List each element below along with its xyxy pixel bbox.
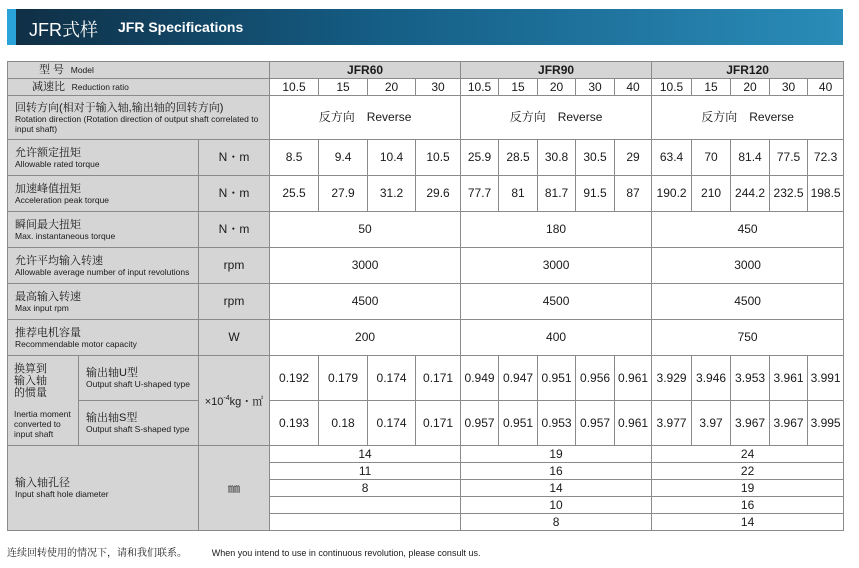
value-cell: 180 (461, 212, 652, 248)
value-cell: 77.7 (461, 176, 499, 212)
hole-cell: 16 (652, 497, 844, 514)
value-cell: 10.5 (416, 140, 461, 176)
ratio-cell: 30 (770, 79, 808, 96)
avg-speed-row (8, 248, 844, 284)
hole-cell: 19 (461, 446, 652, 463)
value-cell: 81 (499, 176, 538, 212)
value-cell: 450 (652, 212, 844, 248)
value-cell: 3000 (270, 248, 461, 284)
model-row (8, 62, 844, 79)
hole-cell: 22 (652, 463, 844, 480)
value-cell: 750 (652, 320, 844, 356)
footer-note-cn: 连续回转使用的情况下，请和我们联系。 (7, 548, 187, 559)
rotation-row (8, 96, 844, 140)
value-cell: 87 (615, 176, 652, 212)
rated-torque-unit: N・m (199, 140, 270, 176)
value-cell: 0.953 (538, 401, 576, 446)
value-cell: 3.953 (731, 356, 770, 401)
hole-cell: 8 (461, 514, 652, 531)
footer-note (7, 544, 480, 559)
hole-cell: 14 (461, 480, 652, 497)
rotation-value-jfr60: 反方向 Reverse (270, 96, 461, 140)
peak-torque-row (8, 176, 844, 212)
value-cell: 0.192 (270, 356, 319, 401)
value-cell: 0.171 (416, 401, 461, 446)
value-cell: 0.949 (461, 356, 499, 401)
value-cell: 3.946 (692, 356, 731, 401)
value-cell: 0.961 (615, 356, 652, 401)
inertia-u-label: 输出轴U型 Output shaft U-shaped type (79, 356, 199, 401)
value-cell: 0.957 (576, 401, 615, 446)
value-cell: 0.956 (576, 356, 615, 401)
value-cell: 31.2 (368, 176, 416, 212)
value-cell: 25.9 (461, 140, 499, 176)
model-label: 型 号 Model (8, 62, 270, 79)
value-cell: 81.7 (538, 176, 576, 212)
max-torque-unit: N・m (199, 212, 270, 248)
value-cell: 10.4 (368, 140, 416, 176)
value-cell: 0.947 (499, 356, 538, 401)
value-cell: 4500 (270, 284, 461, 320)
spec-table (7, 61, 844, 531)
max-speed-row (8, 284, 844, 320)
banner-title-en: JFR Specifications (118, 19, 244, 35)
inertia-u-row (8, 356, 844, 401)
value-cell: 3.929 (652, 356, 692, 401)
value-cell: 200 (270, 320, 461, 356)
max-speed-label: 最高输入转速 Max input rpm (8, 284, 199, 320)
footer-note-en: When you intend to use in continuous revolution, please consult us. (211, 548, 481, 558)
value-cell: 9.4 (319, 140, 368, 176)
title-banner (7, 9, 843, 45)
value-cell: 232.5 (770, 176, 808, 212)
value-cell: 25.5 (270, 176, 319, 212)
ratio-cell: 15 (692, 79, 731, 96)
hole-unit: ㎜ (199, 446, 270, 531)
ratio-cell: 30 (576, 79, 615, 96)
hole-label: 输入轴孔径 Input shaft hole diameter (8, 446, 199, 531)
value-cell: 70 (692, 140, 731, 176)
value-cell: 77.5 (770, 140, 808, 176)
hole-cell (270, 497, 461, 514)
value-cell: 27.9 (319, 176, 368, 212)
value-cell: 28.5 (499, 140, 538, 176)
ratio-cell: 15 (319, 79, 368, 96)
ratio-cell: 10.5 (270, 79, 319, 96)
inertia-unit: $\times 10^{-4}kg$・㎡ (199, 356, 270, 446)
ratio-row (8, 79, 844, 96)
value-cell: 0.174 (368, 356, 416, 401)
value-cell: 3.991 (808, 356, 844, 401)
ratio-label: 减速比 Reduction ratio (8, 79, 270, 96)
value-cell: 244.2 (731, 176, 770, 212)
value-cell: 0.951 (538, 356, 576, 401)
value-cell: 63.4 (652, 140, 692, 176)
series-jfr120: JFR120 (652, 62, 844, 79)
value-cell: 3.967 (770, 401, 808, 446)
value-cell: 3000 (461, 248, 652, 284)
value-cell: 0.18 (319, 401, 368, 446)
banner-accent-bar (7, 9, 16, 45)
value-cell: 30.5 (576, 140, 615, 176)
value-cell: 0.193 (270, 401, 319, 446)
value-cell: 4500 (652, 284, 844, 320)
max-torque-label: 瞬间最大扭矩 Max. instantaneous torque (8, 212, 199, 248)
value-cell: 50 (270, 212, 461, 248)
ratio-cell: 20 (731, 79, 770, 96)
series-jfr90: JFR90 (461, 62, 652, 79)
ratio-cell: 40 (615, 79, 652, 96)
value-cell: 30.8 (538, 140, 576, 176)
value-cell: 0.961 (615, 401, 652, 446)
value-cell: 91.5 (576, 176, 615, 212)
ratio-cell: 30 (416, 79, 461, 96)
hole-cell (270, 514, 461, 531)
ratio-cell: 40 (808, 79, 844, 96)
value-cell: 3.967 (731, 401, 770, 446)
hole-row (8, 446, 844, 463)
value-cell: 3.97 (692, 401, 731, 446)
value-cell: 400 (461, 320, 652, 356)
value-cell: 0.179 (319, 356, 368, 401)
value-cell: 3000 (652, 248, 844, 284)
value-cell: 0.174 (368, 401, 416, 446)
peak-torque-label: 加速峰值扭矩 Acceleration peak torque (8, 176, 199, 212)
ratio-cell: 10.5 (652, 79, 692, 96)
peak-torque-unit: N・m (199, 176, 270, 212)
motor-row (8, 320, 844, 356)
hole-cell: 16 (461, 463, 652, 480)
max-speed-unit: rpm (199, 284, 270, 320)
value-cell: 8.5 (270, 140, 319, 176)
value-cell: 0.171 (416, 356, 461, 401)
banner-title-cn: JFR式样 (29, 20, 98, 40)
value-cell: 0.957 (461, 401, 499, 446)
hole-cell: 11 (270, 463, 461, 480)
value-cell: 29.6 (416, 176, 461, 212)
hole-cell: 19 (652, 480, 844, 497)
value-cell: 81.4 (731, 140, 770, 176)
value-cell: 72.3 (808, 140, 844, 176)
avg-speed-label: 允许平均输入转速 Allowable average number of input revolutions (8, 248, 199, 284)
ratio-cell: 10.5 (461, 79, 499, 96)
ratio-cell: 15 (499, 79, 538, 96)
rotation-value-jfr90: 反方向 Reverse (461, 96, 652, 140)
avg-speed-unit: rpm (199, 248, 270, 284)
rated-torque-row (8, 140, 844, 176)
hole-cell: 10 (461, 497, 652, 514)
hole-cell: 24 (652, 446, 844, 463)
motor-unit: W (199, 320, 270, 356)
value-cell: 210 (692, 176, 731, 212)
value-cell: 0.951 (499, 401, 538, 446)
rotation-value-jfr120: 反方向 Reverse (652, 96, 844, 140)
inertia-s-row (8, 401, 844, 446)
motor-label: 推荐电机容量 Recommendable motor capacity (8, 320, 199, 356)
value-cell: 4500 (461, 284, 652, 320)
max-torque-row (8, 212, 844, 248)
value-cell: 198.5 (808, 176, 844, 212)
hole-cell: 8 (270, 480, 461, 497)
value-cell: 3.961 (770, 356, 808, 401)
inertia-label: 换算到输入轴的惯量 Inertia moment converted to input shaft (8, 356, 79, 446)
value-cell: 3.995 (808, 401, 844, 446)
inertia-s-label: 输出轴S型 Output shaft S-shaped type (79, 401, 199, 446)
rated-torque-label: 允许额定扭矩 Allowable rated torque (8, 140, 199, 176)
ratio-cell: 20 (538, 79, 576, 96)
ratio-cell: 20 (368, 79, 416, 96)
hole-cell: 14 (652, 514, 844, 531)
hole-cell: 14 (270, 446, 461, 463)
series-jfr60: JFR60 (270, 62, 461, 79)
value-cell: 3.977 (652, 401, 692, 446)
value-cell: 190.2 (652, 176, 692, 212)
value-cell: 29 (615, 140, 652, 176)
rotation-label: 回转方向(相对于输入轴,输出轴的回转方向) Rotation direction (Rotation direction of output shaft correlated to input shaft) (8, 96, 270, 140)
